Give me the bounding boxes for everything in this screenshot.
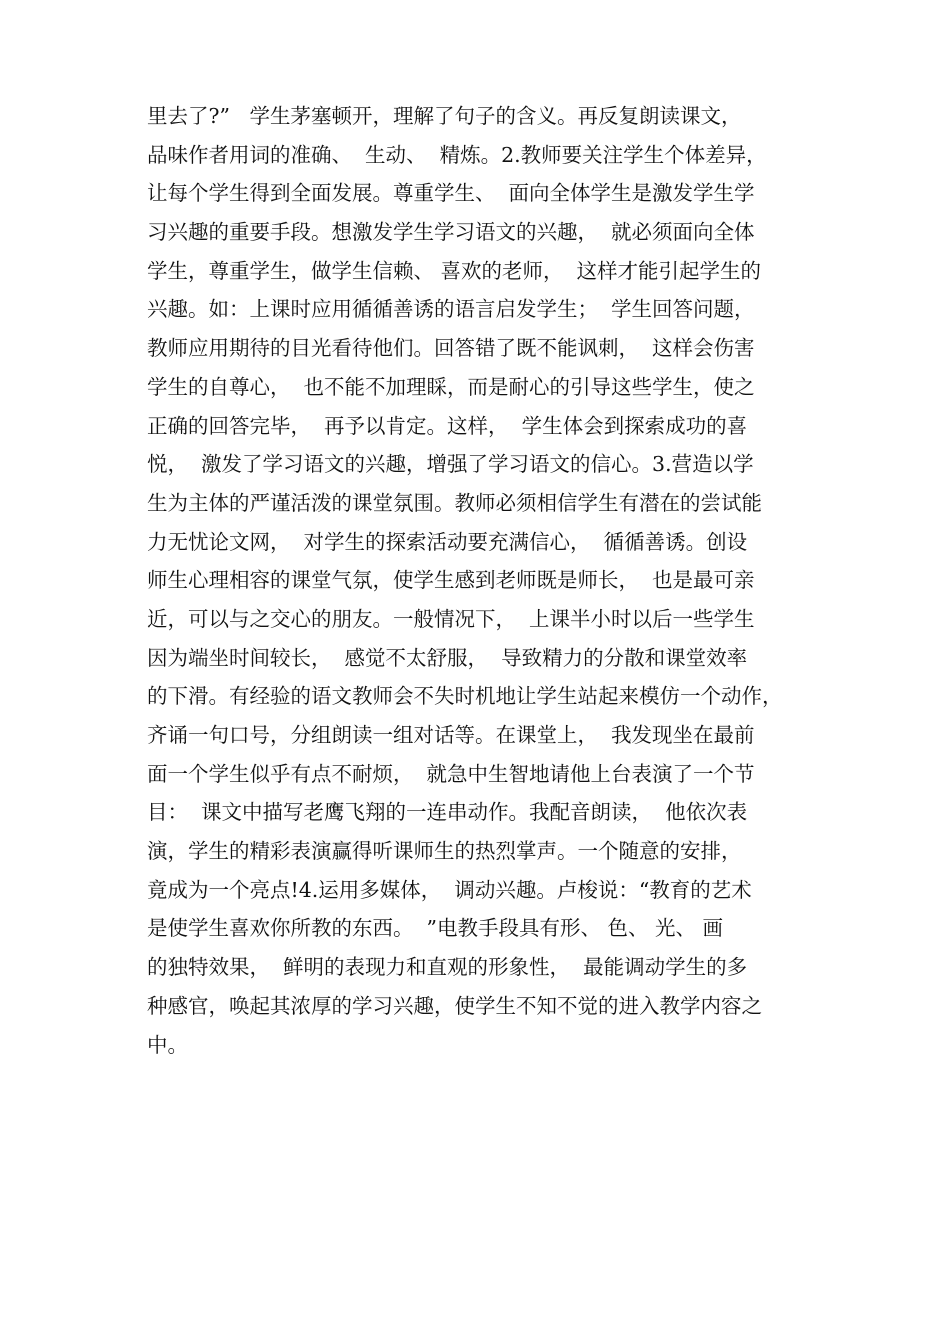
text-line-16: 的下滑。有经验的语文教师会不失时机地让学生站起来模仿一个动作， <box>147 684 783 709</box>
text-line-15: 因为端坐时间较长， 感觉不太舒服， 导致精力的分散和课堂效率 <box>147 645 748 670</box>
body-text <box>147 97 827 1064</box>
text-line-25: 中。 <box>147 1032 188 1057</box>
text-line-6: 兴趣。如：上课时应用循循善诱的语言启发学生； 学生回答问题， <box>147 297 755 322</box>
text-line-21: 竟成为一个亮点!4.运用多媒体， 调动兴趣。卢梭说：“教育的艺术 <box>147 877 752 902</box>
text-line-9: 正确的回答完毕， 再予以肯定。这样， 学生体会到探索成功的喜 <box>147 413 748 438</box>
text-line-14: 近，可以与之交心的朋友。一般情况下， 上课半小时以后一些学生 <box>147 606 755 631</box>
text-line-17: 齐诵一句口号，分组朗读一组对话等。在课堂上， 我发现坐在最前 <box>147 723 755 747</box>
text-line-2: 品味作者用词的准确、 生动、 精炼。2.教师要关注学生个体差异， <box>147 142 767 167</box>
text-line-24: 种感官，唤起其浓厚的学习兴趣，使学生不知不觉的进入教学内容之 <box>147 993 762 1018</box>
text-line-19: 目： 课文中描写老鹰飞翔的一连串动作。我配音朗读， 他依次表 <box>147 800 748 825</box>
text-line-3: 让每个学生得到全面发展。尊重学生、 面向全体学生是激发学生学 <box>147 181 755 206</box>
text-line-23: 的独特效果， 鲜明的表现力和直观的形象性， 最能调动学生的多 <box>147 955 748 980</box>
text-line-18: 面一个学生似乎有点不耐烦， 就急中生智地请他上台表演了一个节 <box>147 761 755 786</box>
text-line-11: 生为主体的严谨活泼的课堂氛围。教师必须相信学生有潜在的尝试能 <box>147 490 762 515</box>
text-line-4: 习兴趣的重要手段。想激发学生学习语文的兴趣， 就必须面向全体 <box>147 220 755 245</box>
text-line-8: 学生的自尊心， 也不能不加理睬，而是耐心的引导这些学生，使之 <box>147 374 755 399</box>
text-line-20: 演，学生的精彩表演赢得听课师生的热烈掌声。一个随意的安排， <box>147 839 742 864</box>
text-line-13: 师生心理相容的课堂气氛，使学生感到老师既是师长， 也是最可亲 <box>147 568 755 593</box>
text-line-1: 里去了?” 学生茅塞顿开，理解了句子的含义。再反复朗读课文， <box>147 104 742 128</box>
text-line-5: 学生，尊重学生，做学生信赖、 喜欢的老师， 这样才能引起学生的 <box>147 258 762 283</box>
text-line-12: 力无忧论文网， 对学生的探索活动要充满信心， 循循善诱。创设 <box>147 529 748 554</box>
text-line-22: 是使学生喜欢你所教的东西。 ”电教手段具有形、 色、 光、 画 <box>147 916 724 941</box>
text-line-7: 教师应用期待的目光看待他们。回答错了既不能讽刺， 这样会伤害 <box>147 336 755 361</box>
text-line-10: 悦， 激发了学习语文的兴趣，增强了学习语文的信心。3.营造以学 <box>147 452 754 477</box>
